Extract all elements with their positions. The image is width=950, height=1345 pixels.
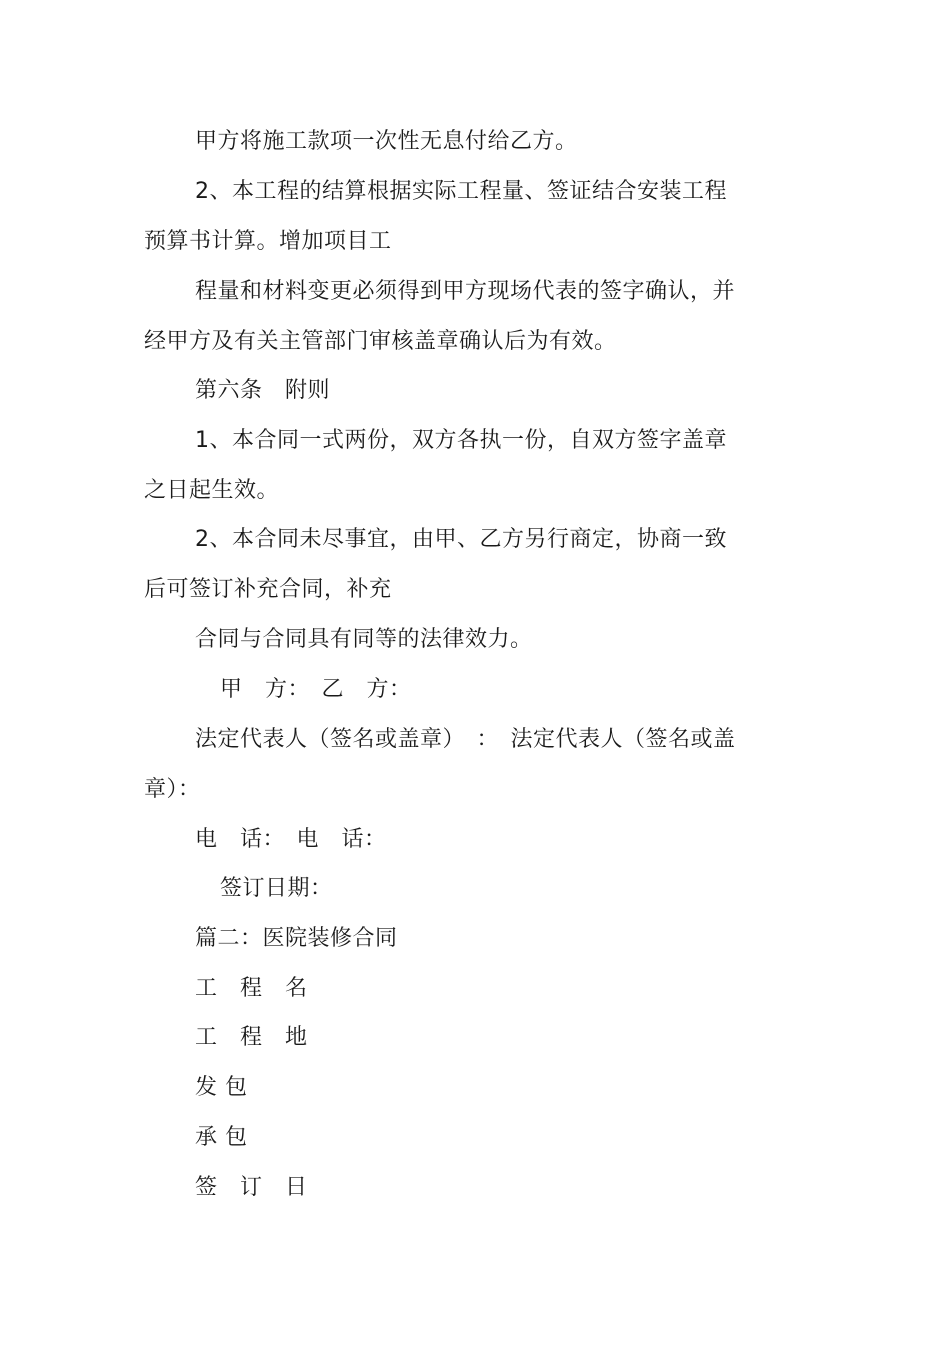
representative-line-continued: 章）： bbox=[144, 777, 201, 802]
field-project-location: 工 程 地 bbox=[195, 1025, 308, 1050]
field-employer: 发 包 bbox=[195, 1075, 248, 1100]
paragraph-line: 1、本合同一式两份，双方各执一份，自双方签字盖章 bbox=[195, 428, 727, 453]
party-labels: 甲 方： 乙 方： bbox=[220, 677, 412, 702]
paragraph-line: 程量和材料变更必须得到甲方现场代表的签字确认，并 bbox=[195, 279, 736, 304]
representative-line: 法定代表人（签名或盖章） ： 法定代表人（签名或盖 bbox=[195, 727, 736, 752]
paragraph-line: 2、本合同未尽事宜，由甲、乙方另行商定，协商一致 bbox=[195, 527, 727, 552]
paragraph-line: 经甲方及有关主管部门审核盖章确认后为有效。 bbox=[144, 329, 617, 354]
paragraph-line: 后可签订补充合同，补充 bbox=[144, 577, 392, 602]
paragraph-line: 合同与合同具有同等的法律效力。 bbox=[195, 627, 533, 652]
paragraph-line: 之日起生效。 bbox=[144, 478, 280, 503]
paragraph-line: 预算书计算。增加项目工 bbox=[144, 229, 392, 254]
field-project-name: 工 程 名 bbox=[195, 976, 308, 1001]
field-contractor: 承 包 bbox=[195, 1125, 248, 1150]
paragraph-line: 2、本工程的结算根据实际工程量、签证结合安装工程 bbox=[195, 179, 727, 204]
chapter-title: 篇二：医院装修合同 bbox=[195, 926, 398, 951]
signing-date-line: 签订日期： bbox=[220, 876, 333, 901]
paragraph-line: 甲方将施工款项一次性无息付给乙方。 bbox=[195, 129, 578, 154]
field-signing-date: 签 订 日 bbox=[195, 1175, 308, 1200]
section-heading: 第六条 附则 bbox=[195, 378, 331, 403]
phone-line: 电 话： 电 话： bbox=[195, 827, 387, 852]
